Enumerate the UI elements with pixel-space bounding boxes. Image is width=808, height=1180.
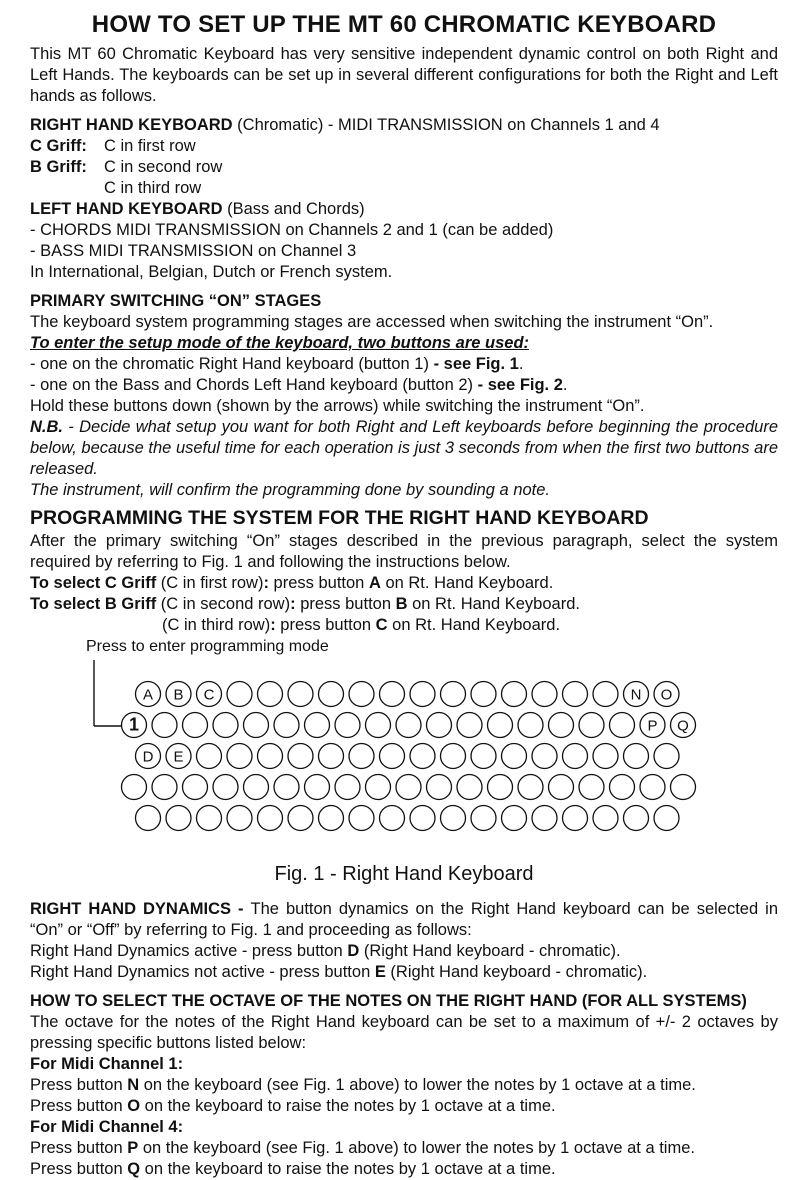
keyboard-button[interactable]: [579, 775, 604, 800]
keyboard-button[interactable]: [197, 744, 222, 769]
bullet-2-ref: - see Fig. 2: [477, 376, 563, 394]
keyboard-button[interactable]: [227, 744, 252, 769]
keyboard-button[interactable]: [349, 744, 374, 769]
c-select-end: on Rt. Hand Keyboard.: [380, 574, 554, 592]
ch1-a-text: Press button: [30, 1076, 128, 1094]
keyboard-button[interactable]: [213, 775, 238, 800]
select-c-griff: [30, 573, 778, 594]
keyboard-button-o[interactable]: [654, 682, 679, 707]
c-select-rest: press button: [268, 574, 369, 592]
keyboard-button[interactable]: [563, 744, 588, 769]
dynamics-inactive-text: Right Hand Dynamics not active - press button: [30, 963, 375, 981]
keyboard-figure: [30, 638, 778, 893]
keyboard-button[interactable]: [471, 744, 496, 769]
b-select-paren: (C in second row): [156, 595, 291, 613]
keyboard-button[interactable]: [136, 806, 161, 831]
bullet-1-ref: - see Fig. 1: [433, 355, 519, 373]
ch4-line-a: [30, 1138, 778, 1159]
keyboard-button[interactable]: [122, 775, 147, 800]
c-select-paren: (C in first row): [156, 574, 264, 592]
keyboard-button[interactable]: [441, 744, 466, 769]
keyboard-button[interactable]: [532, 744, 557, 769]
keyboard-button-b[interactable]: [166, 682, 191, 707]
left-hand-line-1: - CHORDS MIDI TRANSMISSION on Channels 2 and 1 (can be added): [30, 221, 554, 239]
c-griff-line: [30, 136, 778, 157]
c-griff-label: C Griff:: [30, 137, 87, 155]
keyboard-button[interactable]: [258, 744, 283, 769]
ch4-a-text: Press button: [30, 1139, 128, 1157]
keyboard-button-1[interactable]: [122, 713, 147, 738]
keyboard-button[interactable]: [640, 775, 665, 800]
c3-select-button: C: [375, 616, 388, 634]
keyboard-button[interactable]: [258, 682, 283, 707]
keyboard-button[interactable]: [274, 713, 299, 738]
keyboard-button[interactable]: [532, 806, 557, 831]
b-griff-line: [30, 157, 778, 178]
keyboard-button[interactable]: [624, 744, 649, 769]
keyboard-button[interactable]: [610, 713, 635, 738]
keyboard-button[interactable]: [274, 775, 299, 800]
b-select-rest: press button: [295, 595, 396, 613]
keyboard-button[interactable]: [380, 744, 405, 769]
left-hand-line-3: In International, Belgian, Dutch or French system.: [30, 263, 393, 281]
dynamics-inactive-btn: E: [374, 963, 386, 981]
c-select-colon: :: [263, 574, 269, 592]
keyboard-button[interactable]: [166, 806, 191, 831]
ch4-a-end: on the keyboard (see Fig. 1 above) to lower the notes by 1 octave at a time.: [138, 1139, 695, 1157]
ch1-b-btn: O: [127, 1097, 141, 1115]
b-griff-label: B Griff:: [30, 158, 87, 176]
programming-heading: PROGRAMMING THE SYSTEM FOR THE RIGHT HAND KEYBOARD: [30, 507, 649, 529]
ch4-line-b: [30, 1159, 778, 1180]
octave-text: The octave for the notes of the Right Hand keyboard can be set to a maximum of +/- 2 octaves by pressing specific buttons listed below:: [30, 1013, 778, 1052]
keyboard-button[interactable]: [380, 682, 405, 707]
ch1-label: For Midi Channel 1:: [30, 1055, 184, 1073]
keyboard-button[interactable]: [441, 806, 466, 831]
ch1-a-end: on the keyboard (see Fig. 1 above) to lower the notes by 1 octave at a time.: [139, 1076, 696, 1094]
keyboard-button[interactable]: [502, 744, 527, 769]
button-label: B: [173, 686, 184, 704]
keyboard-button[interactable]: [396, 713, 421, 738]
keyboard-button[interactable]: [410, 744, 435, 769]
keyboard-button[interactable]: [593, 744, 618, 769]
intro-paragraph: This MT 60 Chromatic Keyboard has very sensitive independent dynamic control on both Right and Left Hands. The keyboards can be set up in several different configurations for both the Right and Left hands as follows.: [30, 45, 778, 105]
octave-heading-text: HOW TO SELECT THE OCTAVE OF THE NOTES ON THE RIGHT HAND (FOR ALL SYSTEMS): [30, 992, 747, 1010]
bullet-2-end: .: [562, 376, 568, 394]
bullet-2-text: - one on the Bass and Chords Left Hand keyboard (button 2): [30, 376, 478, 394]
c3-select-rest: press button: [275, 616, 376, 634]
keyboard-button-e[interactable]: [166, 744, 191, 769]
keyboard-button[interactable]: [183, 713, 208, 738]
button-label: E: [173, 748, 184, 766]
keyboard-button[interactable]: [654, 806, 679, 831]
octave-heading: [30, 991, 778, 1012]
keyboard-button[interactable]: [227, 682, 252, 707]
keyboard-button[interactable]: [227, 806, 252, 831]
c3-select-paren: (C in third row): [162, 616, 271, 634]
c3-select-end: on Rt. Hand Keyboard.: [387, 616, 561, 634]
bullet-1-text: - one on the chromatic Right Hand keyboard (button 1): [30, 355, 434, 373]
keyboard-button-n[interactable]: [624, 682, 649, 707]
keyboard-button[interactable]: [410, 682, 435, 707]
keyboard-button[interactable]: [471, 806, 496, 831]
b-select-label: To select B Griff: [30, 595, 157, 613]
ch1-heading: [30, 1054, 778, 1075]
keyboard-button[interactable]: [197, 806, 222, 831]
ch4-b-end: on the keyboard to raise the notes by 1 octave at a time.: [140, 1160, 556, 1178]
keyboard-button[interactable]: [441, 682, 466, 707]
right-hand-rest: (Chromatic) - MIDI TRANSMISSION on Channels 1 and 4: [232, 116, 660, 134]
ch4-b-text: Press button: [30, 1160, 128, 1178]
dynamics-active-btn: D: [347, 942, 360, 960]
right-hand-label: RIGHT HAND KEYBOARD: [30, 116, 233, 134]
button-label: D: [142, 748, 154, 766]
c3-select-colon: :: [270, 616, 276, 634]
nb-text: - Decide what setup you want for both Right and Left keyboards before beginning the procedure below, because the useful time for each operation is just 3 seconds from when the first two buttons are released.: [30, 418, 778, 478]
keyboard-button[interactable]: [427, 775, 452, 800]
keyboard-button[interactable]: [518, 713, 543, 738]
keyboard-button-p[interactable]: [640, 713, 665, 738]
button-label: A: [142, 686, 154, 704]
keyboard-button-d[interactable]: [136, 744, 161, 769]
dynamics-active: [30, 941, 778, 962]
manual-page: [30, 10, 778, 1180]
keyboard-button[interactable]: [288, 744, 313, 769]
keyboard-button[interactable]: [457, 713, 482, 738]
primary-underlined: [30, 333, 778, 354]
ch4-b-btn: Q: [127, 1160, 141, 1178]
nb-label: N.B.: [30, 418, 63, 436]
dynamics-paragraph: [30, 899, 778, 941]
keyboard-button[interactable]: [213, 713, 238, 738]
left-hand-line-2: - BASS MIDI TRANSMISSION on Channel 3: [30, 242, 357, 260]
primary-bullet-1: [30, 354, 778, 375]
keyboard-button[interactable]: [502, 682, 527, 707]
ch1-b-end: on the keyboard to raise the notes by 1 octave at a time.: [140, 1097, 556, 1115]
keyboard-button[interactable]: [396, 775, 421, 800]
c-select-button: A: [368, 574, 381, 592]
select-b-griff: [30, 594, 778, 615]
button-label: O: [660, 686, 673, 704]
keyboard-button[interactable]: [349, 682, 374, 707]
b-griff-text: C in second row: [104, 158, 223, 176]
button-label: Q: [677, 717, 689, 735]
c-select-label: To select C Griff: [30, 574, 157, 592]
keyboard-button[interactable]: [671, 775, 696, 800]
keyboard-button[interactable]: [593, 682, 618, 707]
b-select-colon: :: [290, 595, 296, 613]
dynamics-active-end: (Right Hand keyboard - chromatic).: [359, 942, 621, 960]
confirm-line: The instrument, will confirm the programming done by sounding a note.: [30, 481, 551, 499]
keyboard-button[interactable]: [532, 682, 557, 707]
dynamics-active-text: Right Hand Dynamics active - press button: [30, 942, 348, 960]
keyboard-button[interactable]: [335, 775, 360, 800]
button-label: 1: [128, 714, 140, 735]
keyboard-button[interactable]: [244, 713, 269, 738]
keyboard-button-q[interactable]: [671, 713, 696, 738]
keyboard-button[interactable]: [258, 806, 283, 831]
keyboard-button[interactable]: [457, 775, 482, 800]
keyboard-button[interactable]: [319, 744, 344, 769]
select-c-third: [30, 615, 778, 636]
primary-line-1: The keyboard system programming stages are accessed when switching the instrument “On”.: [30, 313, 714, 331]
keyboard-button[interactable]: [563, 806, 588, 831]
keyboard-button[interactable]: [427, 713, 452, 738]
keyboard-button[interactable]: [654, 744, 679, 769]
keyboard-diagram: [30, 638, 778, 863]
keyboard-button[interactable]: [593, 806, 618, 831]
c-griff-text: C in first row: [104, 137, 196, 155]
keyboard-button[interactable]: [366, 713, 391, 738]
keyboard-button[interactable]: [488, 713, 513, 738]
keyboard-button[interactable]: [183, 775, 208, 800]
button-label: P: [647, 717, 658, 735]
keyboard-button-a[interactable]: [136, 682, 161, 707]
primary-heading-text: PRIMARY SWITCHING “ON” STAGES: [30, 292, 322, 310]
keyboard-button[interactable]: [288, 682, 313, 707]
keyboard-button[interactable]: [305, 713, 330, 738]
ch1-b-text: Press button: [30, 1097, 128, 1115]
keyboard-button[interactable]: [288, 806, 313, 831]
primary-bullet-2: [30, 375, 778, 396]
keyboard-button[interactable]: [549, 775, 574, 800]
b-select-button: B: [395, 595, 408, 613]
ch1-line-b: [30, 1096, 778, 1117]
keyboard-button[interactable]: [319, 806, 344, 831]
dynamics-label: RIGHT HAND DYNAMICS -: [30, 900, 251, 918]
ch1-a-btn: N: [127, 1076, 140, 1094]
page-title: HOW TO SET UP THE MT 60 CHROMATIC KEYBOARD: [91, 11, 717, 38]
keyboard-button[interactable]: [410, 806, 435, 831]
press-label: Press to enter programming mode: [86, 638, 329, 655]
keyboard-button[interactable]: [244, 775, 269, 800]
ch4-label: For Midi Channel 4:: [30, 1118, 184, 1136]
keyboard-button[interactable]: [319, 682, 344, 707]
keyboard-button[interactable]: [549, 713, 574, 738]
button-label: N: [630, 686, 642, 704]
b-griff-text-2: C in third row: [104, 179, 202, 197]
left-hand-line: [30, 199, 778, 220]
keyboard-button[interactable]: [563, 682, 588, 707]
left-hand-rest: (Bass and Chords): [222, 200, 365, 218]
keyboard-button[interactable]: [152, 713, 177, 738]
nb-paragraph: [30, 417, 778, 480]
keyboard-button[interactable]: [366, 775, 391, 800]
primary-underlined-text: To enter the setup mode of the keyboard, two buttons are used:: [30, 334, 530, 352]
keyboard-button[interactable]: [305, 775, 330, 800]
button-label: C: [203, 686, 215, 704]
keyboard-button[interactable]: [579, 713, 604, 738]
primary-hold: Hold these buttons down (shown by the arrows) while switching the instrument “On”.: [30, 397, 645, 415]
dynamics-inactive-end: (Right Hand keyboard - chromatic).: [385, 963, 648, 981]
keyboard-button[interactable]: [502, 806, 527, 831]
keyboard-button[interactable]: [610, 775, 635, 800]
keyboard-button[interactable]: [152, 775, 177, 800]
keyboard-button[interactable]: [624, 806, 649, 831]
ch4-heading: [30, 1117, 778, 1138]
dynamics-inactive: [30, 962, 778, 983]
primary-heading: [30, 291, 778, 312]
dynamics-text: The button dynamics on the Right Hand keyboard can be selected in “On” or “Off” by referring to Fig. 1 and proceeding as follows:: [30, 900, 779, 939]
bullet-1-end: .: [518, 355, 524, 373]
keyboard-button[interactable]: [488, 775, 513, 800]
ch4-a-btn: P: [127, 1139, 139, 1157]
left-hand-label: LEFT HAND KEYBOARD: [30, 200, 223, 218]
ch1-line-a: [30, 1075, 778, 1096]
right-hand-line: [30, 115, 778, 136]
programming-text: After the primary switching “On” stages described in the previous paragraph, select the system required by referring to Fig. 1 and following the instructions below.: [30, 532, 778, 571]
keyboard-button[interactable]: [518, 775, 543, 800]
figure-caption: Fig. 1 - Right Hand Keyboard: [274, 863, 534, 885]
keyboard-button[interactable]: [335, 713, 360, 738]
keyboard-button[interactable]: [349, 806, 374, 831]
keyboard-button[interactable]: [380, 806, 405, 831]
keyboard-button-c[interactable]: [197, 682, 222, 707]
keyboard-button[interactable]: [471, 682, 496, 707]
b-select-end: on Rt. Hand Keyboard.: [407, 595, 580, 613]
